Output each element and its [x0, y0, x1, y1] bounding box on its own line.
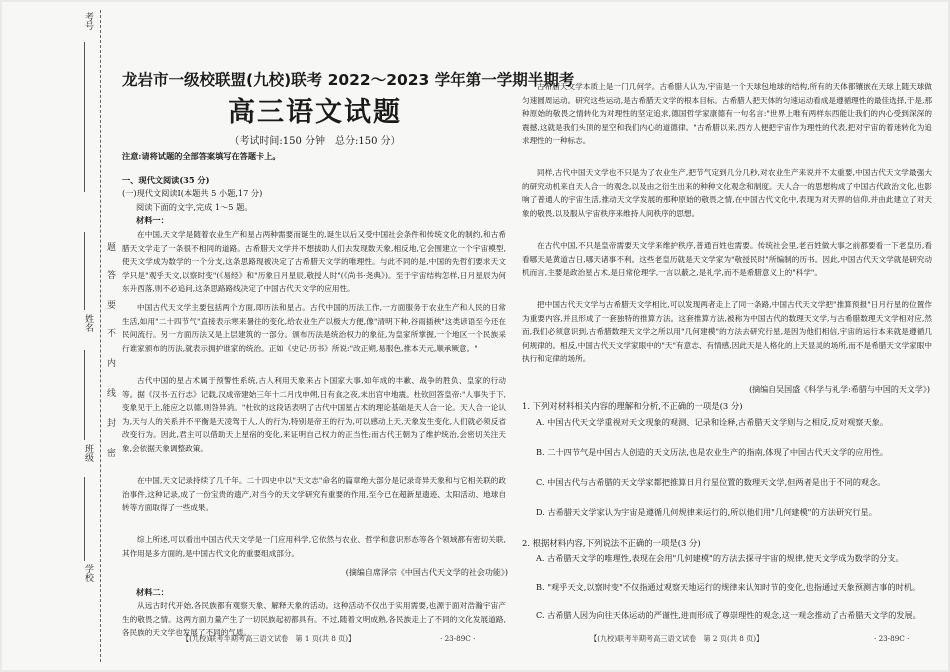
exam-number-line	[84, 42, 85, 192]
q1-option-a: A. 中国古代天文学重视对天文现象的观测、记录和诠释,古希腊天文学则与之相反,反对观察天象。	[536, 417, 889, 427]
exam-number-label: 考号	[83, 12, 93, 30]
paragraph: 把中国古代天文学与古希腊天文学相比,可以发现两者走上了同一条路,中国古代天文学把"推算预报"日月行星的位置作为重要内容,并且形成了一套独特的推算方法。这套推算方法,被称为中国古代的数理天文学,与古希腊数理天文学相对应,然而,我们必须意识到,古希腊数理天文学之所以用"几何建模"的方法去研究行星,是因为他们相信,宇宙的运行本来就是遵循几何规律的。相反,中国古代天文学家眼中的"天"有意志、有情感,因此天是人格化的上天显灵的场所,而不是希腊天文学家眼中执行和定律的场所。	[522, 300, 932, 364]
paragraph: 在古代中国,不只是皇帝需要天文学来维护秩序,普通百姓也需要。传统社会里,老百姓做大事之前都要看一下老皇历,看看哪天是黄道吉日,哪天诸事不利。这些老皇历就是天文学家为"敬授民时"所编制的历书。因此,中国古代天文学就是研究动机而言,主要是政治星占术,是日常伦理学,一言以蔽之,是礼学,而不是希腊意义上的"科学"。	[522, 241, 932, 278]
seal-char: 答	[105, 270, 115, 281]
paragraph: 中国古代天文学主要包括两个方面,即历法和星占。古代中国的历法工作,一方面服务于农业生产和人民的日常生活,如用"二十四节气"直接表示寒来暑往的变化,给农业生产以极大方便,像"清明下种,谷雨插秧"这类谚语至今还在民间流行。另一方面历法又是上层建筑的一部分。颁布历法是统治权力的象征,为皇家所掌握,一个地区一个民族采行谁家颁布的历法,就表示拥护谁家的统治。正如《史记·历书》所说:"改正朔,易服色,推本天元,顺承厥意。"	[122, 303, 506, 353]
page-footer: 【(九校)联考半期考高三语文试卷 第 2 页(共 8 页)】	[590, 634, 764, 643]
seal-char: 不	[105, 328, 115, 339]
q2-option-a: A. 古希腊天文学的唯理性,表现在会用"几何建模"的方法去探寻宇宙的规律,使天文学成为数学的分支。	[536, 553, 904, 563]
paragraph: 古希腊天文学本质上是一门几何学。古希腊人认为,宇宙是一个天球包地球的结构,所有的天体都镶嵌在天球上随天球做匀速圆周运动。研究这些运动,是古希腊天文学的根本目标。古希腊人把天体的匀速运动看成是遵循理性的最佳选择,于是,那种原始的敬畏之情转化为对理性的坚定追求,德国哲学家康德有一句名言:"世界上唯有两样东西能让我们的内心受到深深的震撼,这就是我们头顶的星空和我们内心的道德律。"古希腊以来,西方人便把宇宙作为理性的代表,把对宇宙的着迷转化为追求理性的一种标志。	[522, 82, 932, 146]
binding-strip	[2, 2, 120, 670]
source-citation: (摘编自吴国盛《科学与礼学:希腊与中国的天文学》)	[749, 385, 930, 394]
paragraph: 在中国,天文记录持续了几千年。二十四史中以"天文志"命名的篇章绝大部分是记录奇异天象和与它相关联的政治事件,这种记录,成了一份宝贵的遗产,对当今的天文学研究有重要的作用,至今已在超新星遗迹、太阳活动、地球自转等方面取得了一些成果。	[122, 476, 506, 513]
paragraph: 综上所述,可以看出中国古代天文学是一门应用科学,它依然与农业、哲学和意识形态等各个领域都有密切关联,其作用是多方面的,是中国古代文化的重要组成部分。	[122, 535, 506, 558]
paragraph: 在中国,天文学是随着农业生产和星占两种需要而诞生的,诞生以后又受中国社会条件和传统文化的制约,和古希腊天文学走了一条很不相同的道路。古希腊天文学并不想拔助人们去发现数天象,相反地,它会围建立一个宇宙模型,使天文学成为数学的一个分支,这条思路现被决定了古希腊天文学的唯理性。与此不同的是,中国的先哲们要求天文学只是"观乎天文,以察时变"(《易经》和"历象日月星辰,敬授人时"(《尚书·尧典》)。至于宇宙结构怎样,日月星辰为何东升西落,则不必追问,这条思路路线决定了中国古代天文学的应用性。	[122, 230, 506, 294]
class-label: 班级	[83, 444, 93, 462]
notice: 注意:请将试题的全部答案填写在答题卡上。	[122, 151, 281, 161]
class-line	[84, 350, 85, 440]
paragraph: 从远古时代开始,各民族都有观察天象、解释天象的活动。这种活动不仅出于实用需要,也源于面对浩瀚宇宙产生的敬畏之情。这两方面力量产生了一切民族起初都具有。不过,随着文明成熟,各民族走上了不同的文化发展道路,各民族的天文学也发展了不同的气质。	[122, 601, 506, 638]
section-title: 一、现代文阅读(35 分)	[122, 175, 210, 185]
page-2	[522, 2, 934, 670]
exam-time: （考试时间:150 分钟 总分:150 分）	[229, 136, 401, 147]
q1-option-d: D. 古希腊天文学家认为宇宙是遵循几何规律来运行的,所以他们用"几何建模"的方法研究行星。	[536, 507, 877, 517]
seal-char: 封	[105, 418, 115, 429]
seal-char: 密	[105, 448, 115, 459]
page-footer: 【(九校)联考半期考高三语文试卷 第 1 页(共 8 页)】	[182, 634, 356, 643]
subsection-title: (一)现代文阅读Ⅰ(本题共 5 小题,17 分)	[122, 188, 263, 198]
material-1-label: 材料一：	[136, 215, 169, 225]
exam-title: 龙岩市一级校联盟(九校)联考 2022～2023 学年第一学期半期考	[122, 71, 575, 89]
seal-char: 线	[105, 388, 115, 399]
paper-code: · 23-89C ·	[440, 634, 476, 643]
seal-char: 要	[105, 300, 115, 311]
material-2-label: 材料二：	[136, 587, 169, 597]
binding-cut-line	[100, 10, 101, 662]
seal-char: 题	[105, 242, 115, 253]
reading-instruction: 阅读下面的文字,完成 1～5 题。	[136, 202, 253, 212]
exam-sheet	[2, 2, 948, 670]
school-line	[84, 477, 85, 561]
paragraph: 古代中国的星占术属于预警性系统,古人利用天象来占卜国家大事,如年成的丰歉、战争的胜负、皇家的行动等。据《汉书·五行志》记载,汉成帝建始三年十二月戊申朔,日有食之夜,未出宫中地震。杜钦回答皇帝:"人事失于下,变象见于上,能应之以德,则咎异消。"杜钦的这段话表明了古代中国星占术的理论基础是天人合一论。天人合一论认为,天与人的关系并不平衡是天凌驾于人,人的行为,特别是帝王的行为,可以感动上天,天象发生变化,人们就必须反省改变行为。因此,君主可以借助天上星宿的变化,来证明自己权力的正当性;而古代王朝为了维护统治,会密切关注天象,会依据天象调整政策。	[122, 376, 506, 453]
paragraph: 同样,古代中国天文学也不只是为了农业生产,把节气定到几分几秒,对农业生产来说并不太重要,中国古代天文学最强大的研究动机来自天人合一的观念,以及由之衍生出来的种种文化观念和制度。天人合一的思想构成了中国古代政治文化,也影响了普通人的宇宙生活,推动天文学发展的那种原始的敬畏之情,在中国古代文化中,表现为对天界的信仰,并由此建立了对天象的敬畏,以及服从宇宙秩序来维持人间秩序的思想。	[522, 168, 932, 218]
name-line	[84, 232, 85, 310]
source-citation: (摘编自席泽宗《中国古代天文学的社会功能》)	[345, 568, 508, 577]
seal-char: 内	[105, 358, 115, 369]
page-1	[122, 2, 575, 670]
school-label: 学校	[83, 564, 93, 582]
question-1: 1. 下列对材料相关内容的理解和分析,不正确的一项是(3 分)	[522, 401, 743, 411]
paper-code: · 23-89C ·	[874, 634, 910, 643]
question-2: 2. 根据材料内容,下列说法不正确的一项是(3 分)	[522, 538, 701, 548]
q1-option-c: C. 中国古代与古希腊的天文学家都把推算日月行星位置的数理天文学,但两者是出于不同的观念。	[536, 477, 886, 487]
q2-option-c: C. 古希腊人因为向往天体运动的严谨性,进而形成了尊崇理性的观念,这一观念推动了古希腊天文学的发展。	[536, 610, 921, 620]
subject-title: 高三语文试题	[228, 97, 402, 128]
q1-option-b: B. 二十四节气是中国古人创造的天文历法,也是农业生产的指南,体现了中国古代天文学的应用性。	[536, 447, 889, 457]
name-label: 姓名	[83, 314, 93, 332]
q2-option-b: B. "观乎天文,以察时变"不仅指通过观察天地运行的规律来认知时节的变化,也指通过天象预测吉事的时机。	[536, 582, 921, 592]
